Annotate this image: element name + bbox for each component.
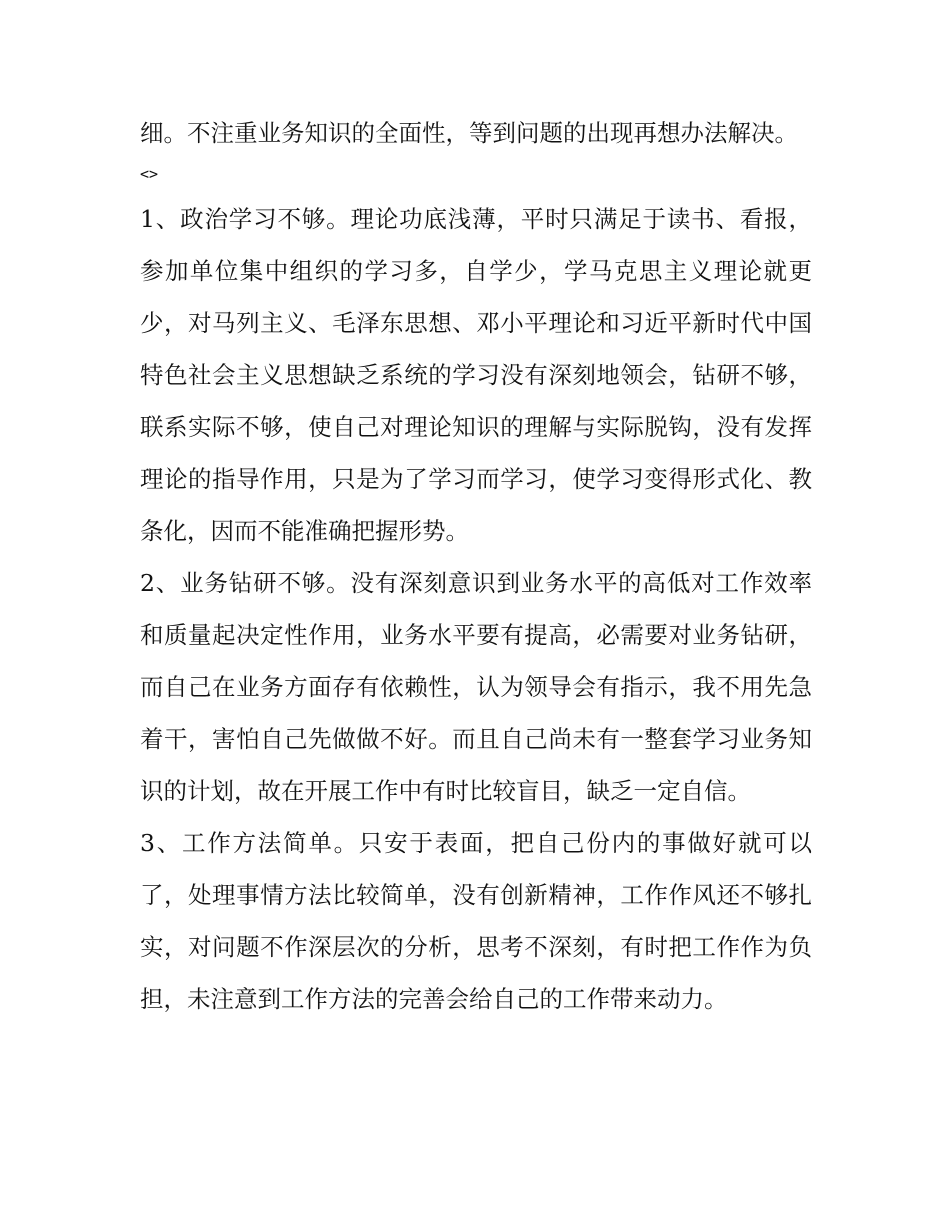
paragraph-work-method: 3、工作方法简单。只安于表面，把自己份内的事做好就可以了，处理事情方法比较简单，没有创新精神，工作作风还不够扎实，对问题不作深层次的分析，思考不深刻，有时把工作作为负担，未注意到工作方法的完善会给自己的工作带来动力。 [140, 829, 812, 1013]
document-body [140, 107, 812, 1025]
section-marker: <> [140, 165, 159, 183]
paragraph-political-study: 1、政治学习不够。理论功底浅薄，平时只满足于读书、看报，参加单位集中组织的学习多，自学少，学马克思主义理论就更少，对马列主义、毛泽东思想、邓小平理论和习近平新时代中国特色社会主义思想缺乏系统的学习没有深刻地领会，钻研不够，联系实际不够，使自己对理论知识的理解与实际脱钩，没有发挥理论的指导作用，只是为了学习而学习，使学习变得形式化、教条化，因而不能准确把握形势。 [140, 205, 812, 545]
paragraph-business-study: 2、业务钻研不够。没有深刻意识到业务水平的高低对工作效率和质量起决定性作用，业务水平要有提高，必需要对业务钻研，而自己在业务方面存有依赖性，认为领导会有指示，我不用先急着干，害怕自己先做做不好。而且自己尚未有一整套学习业务知识的计划，故在开展工作中有时比较盲目，缺乏一定自信。 [140, 569, 812, 805]
continuation-paragraph: 细。不注重业务知识的全面性，等到问题的出现再想办法解决。 [140, 119, 798, 147]
